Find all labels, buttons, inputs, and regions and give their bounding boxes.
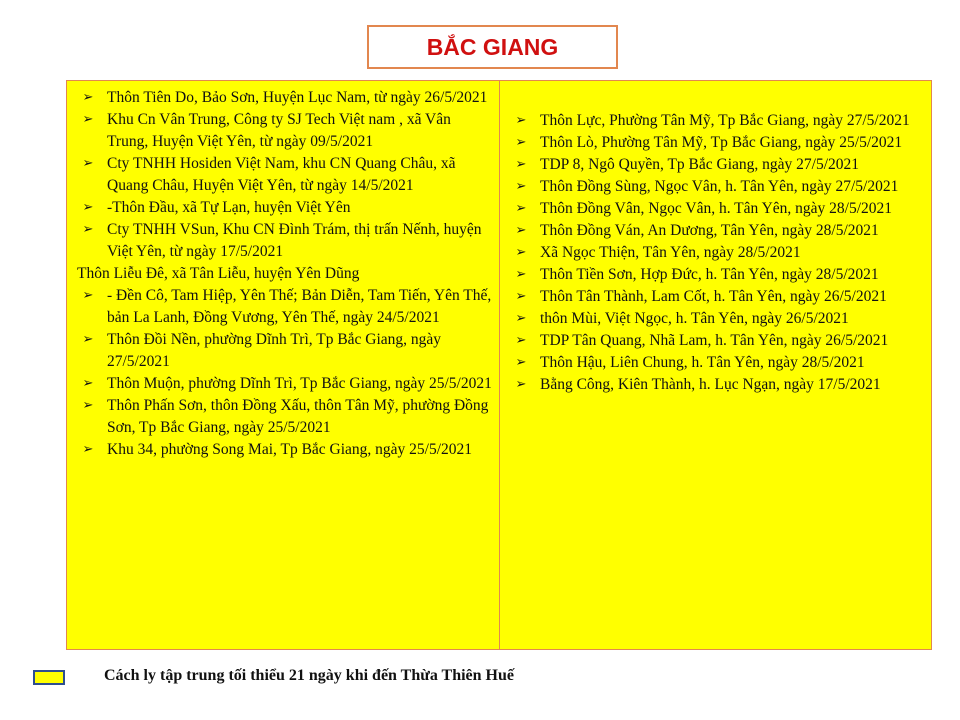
arrow-bullet-icon: ➢: [515, 333, 527, 348]
location-item: [77, 373, 493, 395]
location-item: [77, 439, 493, 461]
arrow-bullet-icon: ➢: [82, 332, 94, 347]
location-text: Thôn Hậu, Liên Chung, h. Tân Yên, ngày 28/5/2021: [540, 354, 865, 371]
arrow-bullet-icon: ➢: [515, 223, 527, 238]
location-text: Khu 34, phường Song Mai, Tp Bắc Giang, ngày 25/5/2021: [107, 441, 473, 458]
arrow-bullet-icon: ➢: [515, 377, 527, 392]
location-item: [510, 374, 925, 396]
arrow-bullet-icon: ➢: [515, 245, 527, 260]
arrow-bullet-icon: ➢: [82, 90, 94, 105]
location-text: TDP 8, Ngô Quyền, Tp Bắc Giang, ngày 27/5/2021: [540, 156, 860, 173]
location-text: - Đền Cô, Tam Hiệp, Yên Thế; Bản Diễn, Tam Tiến, Yên Thế, bản La Lanh, Đồng Vương, Yên Thế, ngày 24/5/2021: [107, 287, 492, 326]
right-location-list: [510, 110, 925, 396]
location-text: Thôn Tiền Sơn, Hợp Đức, h. Tân Yên, ngày 28/5/2021: [540, 266, 879, 283]
location-item: [77, 153, 493, 197]
arrow-bullet-icon: ➢: [82, 288, 94, 303]
left-location-list: [77, 87, 493, 461]
location-text: Khu Cn Vân Trung, Công ty SJ Tech Việt nam , xã Vân Trung, Huyện Việt Yên, từ ngày 09/5/2021: [107, 111, 451, 150]
location-text: Thôn Tiên Do, Bảo Sơn, Huyện Lục Nam, từ ngày 26/5/2021: [107, 89, 488, 106]
arrow-bullet-icon: ➢: [82, 200, 94, 215]
arrow-bullet-icon: ➢: [515, 135, 527, 150]
right-location-panel: [499, 80, 932, 650]
legend-swatch: [33, 670, 65, 685]
arrow-bullet-icon: ➢: [82, 398, 94, 413]
arrow-bullet-icon: ➢: [82, 112, 94, 127]
location-text: TDP Tân Quang, Nhã Lam, h. Tân Yên, ngày 26/5/2021: [540, 332, 889, 349]
location-item: [77, 395, 493, 439]
location-text: Thôn Phấn Sơn, thôn Đồng Xấu, thôn Tân Mỹ, phường Đồng Sơn, Tp Bắc Giang, ngày 25/5/2021: [107, 397, 489, 436]
arrow-bullet-icon: ➢: [82, 376, 94, 391]
location-item: [510, 352, 925, 374]
legend-text: Cách ly tập trung tối thiểu 21 ngày khi đến Thừa Thiên Huế: [104, 667, 514, 684]
location-item: [510, 308, 925, 330]
location-item: [510, 176, 925, 198]
location-item: [77, 87, 493, 109]
location-text: Cty TNHH VSun, Khu CN Đình Trám, thị trấn Nếnh, huyện Việt Yên, từ ngày 17/5/2021: [107, 221, 482, 260]
location-text: Thôn Đồng Sùng, Ngọc Vân, h. Tân Yên, ngày 27/5/2021: [540, 178, 899, 195]
location-item: [510, 132, 925, 154]
location-item: [77, 285, 493, 329]
left-location-panel: [66, 80, 500, 650]
arrow-bullet-icon: ➢: [515, 157, 527, 172]
location-text: -Thôn Đầu, xã Tự Lạn, huyện Việt Yên: [107, 199, 351, 216]
location-text: thôn Mùi, Việt Ngọc, h. Tân Yên, ngày 26/5/2021: [540, 310, 849, 327]
location-text: Thôn Tân Thành, Lam Cốt, h. Tân Yên, ngày 26/5/2021: [540, 288, 887, 305]
location-text: Thôn Lực, Phường Tân Mỹ, Tp Bắc Giang, ngày 27/5/2021: [540, 112, 910, 129]
location-item: [510, 110, 925, 132]
location-text: Thôn Liễu Đê, xã Tân Liễu, huyện Yên Dũng: [77, 265, 360, 282]
arrow-bullet-icon: ➢: [515, 311, 527, 326]
location-text: Thôn Đồng Vân, Ngọc Vân, h. Tân Yên, ngày 28/5/2021: [540, 200, 893, 217]
location-item: [77, 197, 493, 219]
arrow-bullet-icon: ➢: [82, 442, 94, 457]
location-item: [510, 242, 925, 264]
location-text: Cty TNHH Hosiden Việt Nam, khu CN Quang Châu, xã Quang Châu, Huyện Việt Yên, từ ngày 14/5/2021: [107, 155, 456, 194]
location-text: Thôn Đồng Ván, An Dương, Tân Yên, ngày 28/5/2021: [540, 222, 879, 239]
location-item: [77, 329, 493, 373]
arrow-bullet-icon: ➢: [82, 222, 94, 237]
location-item: [510, 220, 925, 242]
location-text: Thôn Đồi Nền, phường Dĩnh Trì, Tp Bắc Giang, ngày 27/5/2021: [107, 331, 442, 370]
location-item: [510, 154, 925, 176]
location-text: Bằng Công, Kiên Thành, h. Lục Ngạn, ngày 17/5/2021: [540, 376, 881, 393]
location-item: [510, 286, 925, 308]
location-text: Thôn Muộn, phường Dĩnh Trì, Tp Bắc Giang, ngày 25/5/2021: [107, 375, 492, 392]
arrow-bullet-icon: ➢: [515, 113, 527, 128]
arrow-bullet-icon: ➢: [515, 289, 527, 304]
location-item: [510, 330, 925, 352]
arrow-bullet-icon: ➢: [515, 179, 527, 194]
arrow-bullet-icon: ➢: [515, 355, 527, 370]
location-text: Xã Ngọc Thiện, Tân Yên, ngày 28/5/2021: [540, 244, 801, 261]
arrow-bullet-icon: ➢: [515, 201, 527, 216]
location-item: [77, 219, 493, 263]
location-item: [510, 198, 925, 220]
page-title: BẮC GIANG: [367, 25, 618, 69]
location-item: [77, 109, 493, 153]
arrow-bullet-icon: ➢: [82, 156, 94, 171]
arrow-bullet-icon: ➢: [515, 267, 527, 282]
location-text: Thôn Lò, Phường Tân Mỹ, Tp Bắc Giang, ngày 25/5/2021: [540, 134, 903, 151]
location-item: [510, 264, 925, 286]
location-item: [77, 263, 493, 285]
